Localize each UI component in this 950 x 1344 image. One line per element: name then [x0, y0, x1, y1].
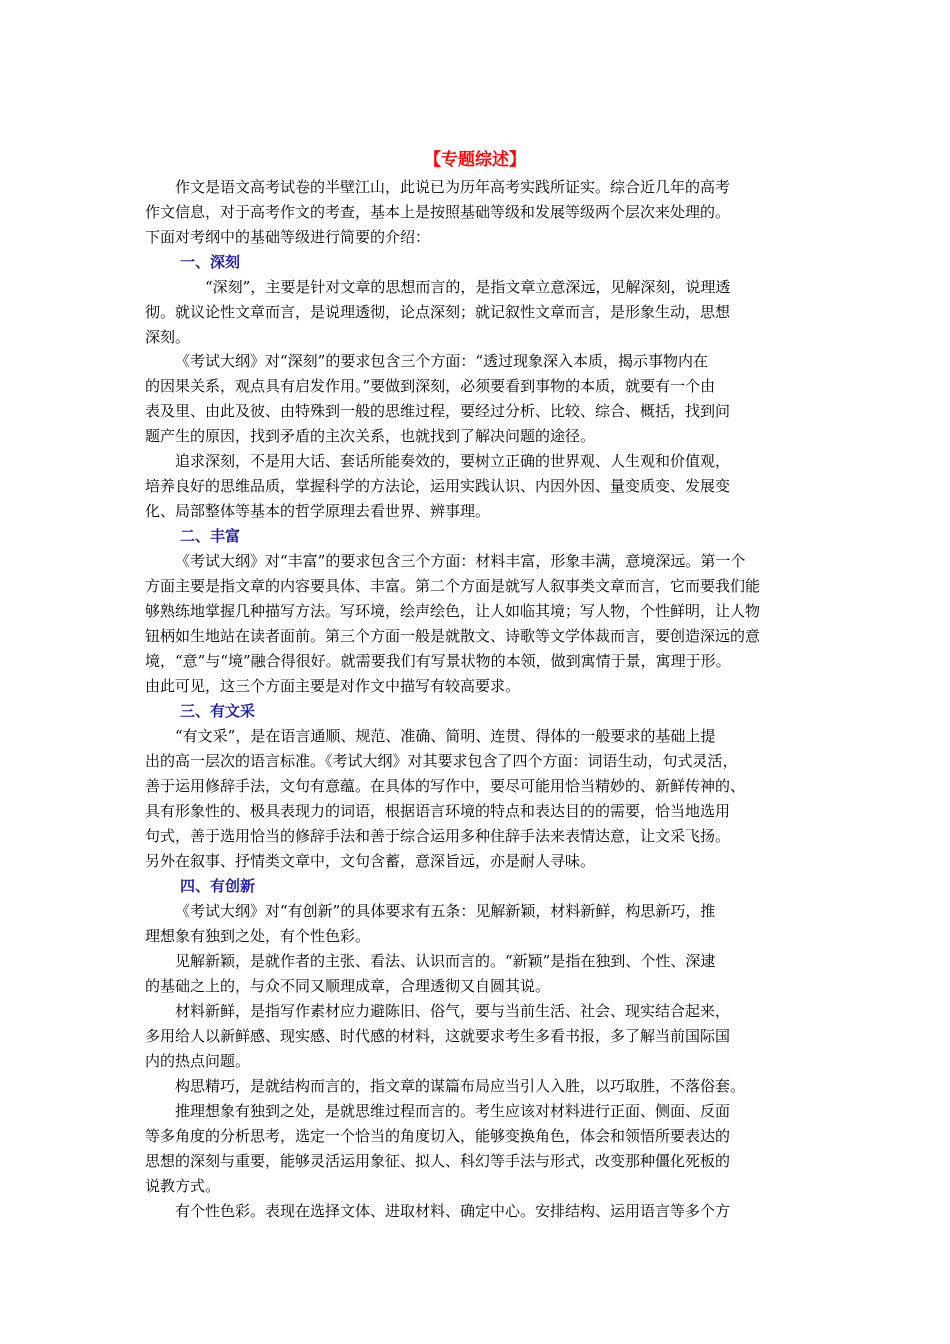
paragraph-line: 等多角度的分析思考，选定一个恰当的角度切入，能够变换角色，体会和领悟所要表达的 [145, 1127, 731, 1145]
paragraph-line: 句式，善于选用恰当的修辞手法和善于综合运用多种住辞手法来表情达意，让文采飞扬。 [145, 827, 731, 845]
intro-line: 下面对考纲中的基础等级进行简要的介绍： [145, 228, 431, 246]
paragraph-line: 《考试大纲》对“有创新”的具体要求有五条：见解新颖，材料新鲜，构思新巧，推 [175, 902, 716, 920]
paragraph-line: 由此可见，这三个方面主要是对作文中描写有较高要求。 [145, 677, 521, 695]
paragraph-line: 《考试大纲》对“丰富”的要求包含三个方面：材料丰富，形象丰满，意境深远。第一个 [175, 552, 746, 570]
paragraph-line: 材料新鲜，是指写作素材应力避陈旧、俗气，要与当前生活、社会、现实结合起来， [175, 1002, 731, 1020]
paragraph-line: 追求深刻，不是用大话、套话所能奏效的，要树立正确的世界观、人生观和价值观， [175, 452, 731, 470]
paragraph-line: 表及里、由此及彼、由特殊到一般的思维过程，要经过分析、比较、综合、概括，找到问 [145, 402, 731, 420]
paragraph-line: 内的热点问题。 [145, 1052, 251, 1070]
paragraph-line: 题产生的原因，找到矛盾的主次关系，也就找到了解决问题的途径。 [145, 427, 596, 445]
paragraph-line: 化、局部整体等基本的哲学原理去看世界、辨事理。 [145, 502, 491, 520]
paragraph-line: 的因果关系，观点具有启发作用。”要做到深刻，必须要看到事物的本质，就要有一个由 [145, 377, 716, 395]
section-heading-shenke: 一、深刻 [180, 253, 241, 271]
paragraph-line: 的基础之上的，与众不同又顺理成章，合理透彻又自圆其说。 [145, 977, 551, 995]
paragraph-line: 推理想象有独到之处，是就思维过程而言的。考生应该对材料进行正面、侧面、反面 [175, 1102, 731, 1120]
paragraph-line: 有个性色彩。表现在选择文体、进取材料、确定中心。安排结构、运用语言等多个方 [175, 1202, 731, 1220]
paragraph-line: 深刻。 [145, 328, 191, 346]
paragraph-line: 境，“意”与“境”融合得很好。就需要我们有写景状物的本领，做到寓情于景，寓理于形。 [145, 652, 731, 670]
paragraph-line: “深刻”，主要是针对文章的思想而言的，是指文章立意深远，见解深刻，说理透 [205, 278, 731, 296]
paragraph-line: 另外在叙事、抒情类文章中，文句含蓄，意深旨远，亦是耐人寻味。 [145, 852, 596, 870]
section-heading-youchuangxin: 四、有创新 [180, 877, 256, 895]
section-heading-fengfu: 二、丰富 [180, 527, 241, 545]
document-title: 【专题综述】 [424, 150, 526, 170]
paragraph-line: 方面主要是指文章的内容要具体、丰富。第二个方面是就写人叙事类文章而言，它而要我们能 [145, 577, 761, 595]
intro-line: 作文是语文高考试卷的半壁江山，此说已为历年高考实践所证实。综合近几年的高考 [175, 178, 731, 196]
paragraph-line: 钮柄如生地站在读者面前。第三个方面一般是就散文、诗歌等文学体裁而言，要创造深远的意 [145, 627, 761, 645]
paragraph-line: 彻。就议论性文章而言，是说理透彻，论点深刻；就记叙性文章而言，是形象生动，思想 [145, 303, 731, 321]
paragraph-line: 构思精巧，是就结构而言的，指文章的谋篇布局应当引人入胜，以巧取胜，不落俗套。 [175, 1077, 746, 1095]
paragraph-line: 具有形象性的、极具表现力的词语，根据语言环境的特点和表达目的的需要，恰当地选用 [145, 802, 731, 820]
paragraph-line: 多用给人以新鲜感、现实感、时代感的材料，这就要求考生多看书报，多了解当前国际国 [145, 1027, 731, 1045]
paragraph-line: 理想象有独到之处，有个性色彩。 [145, 927, 371, 945]
paragraph-line: “有文采”，是在语言通顺、规范、准确、简明、连贯、得体的一般要求的基础上提 [175, 727, 716, 745]
paragraph-line: 说教方式。 [145, 1177, 221, 1195]
paragraph-line: 见解新颖，是就作者的主张、看法、认识而言的。“新颖”是指在独到、个性、深逮 [175, 952, 716, 970]
paragraph-line: 出的高一层次的语言标准。《考试大纲》对其要求包含了四个方面：词语生动，句式灵活， [145, 752, 738, 770]
section-heading-youwencai: 三、有文采 [180, 702, 256, 720]
paragraph-line: 够熟练地掌握几种描写方法。写环境，绘声绘色，让人如临其境；写人物，个性鲜明，让人物 [145, 602, 761, 620]
paragraph-line: 培养良好的思维品质，掌握科学的方法论，运用实践认识、内因外因、量变质变、发展变 [145, 477, 731, 495]
paragraph-line: 《考试大纲》对“深刻”的要求包含三个方面：“透过现象深入本质，揭示事物内在 [175, 352, 709, 370]
paragraph-line: 思想的深刻与重要，能够灵活运用象征、拟人、科幻等手法与形式，改变那种僵化死板的 [145, 1152, 731, 1170]
paragraph-line: 善于运用修辞手法，文句有意蕴。在具体的写作中，要尽可能用恰当精妙的、新鲜传神的、 [145, 777, 746, 795]
intro-line: 作文信息，对于高考作文的考查，基本上是按照基础等级和发展等级两个层次来处理的。 [145, 203, 731, 221]
